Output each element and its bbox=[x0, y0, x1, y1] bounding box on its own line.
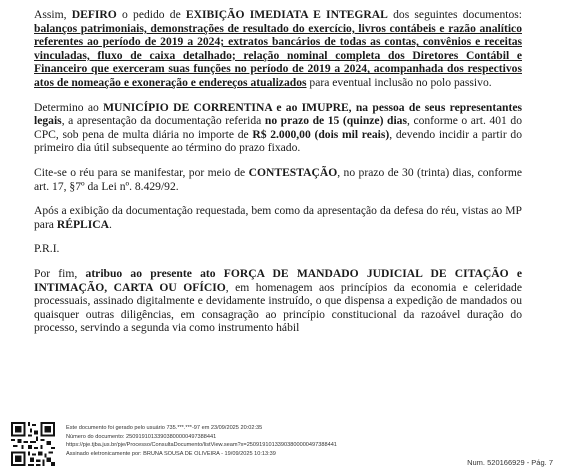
text-run: Assim, bbox=[34, 8, 72, 21]
bold-run: DEFIRO bbox=[71, 8, 117, 21]
document-number-line: Número do documento: 25091910133903800000497388441 bbox=[66, 433, 217, 440]
text-run: o pedido de bbox=[116, 8, 186, 21]
text-run: , a apresentação da documentação referida bbox=[61, 114, 265, 128]
paragraph-cite-se bbox=[34, 166, 522, 193]
paragraph-pri bbox=[34, 242, 522, 256]
paragraph-por-fim bbox=[34, 267, 522, 335]
text-run: , devendo incidir a partir do primeiro dia útil subsequente ao término do prazo fixado. bbox=[34, 127, 522, 155]
paragraph-determino bbox=[34, 101, 522, 155]
bold-run: RÉPLICA bbox=[56, 217, 110, 231]
text-run: P.R.I. bbox=[34, 242, 60, 256]
text-run: Por fim, bbox=[34, 266, 86, 280]
document-footer bbox=[0, 416, 565, 475]
page-number: Num. 520166929 - Pág. 7 bbox=[467, 458, 553, 467]
paragraph-apos bbox=[34, 204, 522, 231]
text-run: Determino ao bbox=[34, 100, 104, 114]
document-body bbox=[34, 8, 522, 346]
verification-url-link[interactable]: https://pje.tjba.jus.br/pje/Processo/ConsultaDocumento/listView.seam?x=25091910133903800000497388441 bbox=[66, 442, 337, 449]
bold-run: CONTESTAÇÃO bbox=[248, 165, 338, 179]
generated-by-line: Este documento foi gerado pelo usuário 735.***.***-97 em 23/09/2025 20:02:35 bbox=[66, 425, 263, 431]
text-run: . bbox=[109, 217, 112, 231]
text-run: , em homenagem aos princípios da economia e celeridade processuais, assinado digitalmente e devidamente instruído, o que dispensa a expedição de mandados ou quaisquer outras diligências, em consagração ao princípio constitucional da razoável duração do processo, servindo a segunda via como instrumento hábil bbox=[34, 280, 522, 335]
text-run: , no prazo de 30 (trinta) dias, conforme art. 17, §7º da Lei nº. 8.429/92. bbox=[34, 165, 523, 193]
qr-code-icon bbox=[11, 422, 55, 466]
bold-run: MUNICÍPIO DE CORRENTINA bbox=[103, 100, 273, 114]
bold-run: no prazo de 15 (quinze) dias bbox=[264, 114, 407, 128]
text-run: para eventual inclusão no polo passivo. bbox=[306, 75, 492, 89]
bold-run: atribuo ao presente ato bbox=[85, 266, 216, 280]
paragraph-defiro bbox=[34, 8, 522, 90]
bold-underlined-run: balanços patrimoniais, demonstrações de resultado do exercício, livros contábeis e razão analítico referentes ao período de 2019 a 2024; extratos bancários de todas as contas, convênios e receitas vinculadas, fluxo de caixa detalhado; relação nominal completa dos Diretores Contábil e Financeiro que exerceram suas funções no período de 2019 a 2024, acompanhada dos respectivos atos de nomeação e exoneração e endereços atualizados bbox=[34, 21, 522, 89]
bold-run: e ao bbox=[272, 100, 302, 114]
bold-run: EXIBIÇÃO IMEDIATA E INTEGRAL bbox=[185, 8, 388, 21]
bold-run: FORÇA DE MANDADO JUDICIAL DE CITAÇÃO e INTIMAÇÃO, CARTA OU OFÍCIO bbox=[34, 266, 522, 294]
text-run: Após a exibição da documentação requestada, bem como da apresentação da defesa do réu, vistas ao MP para bbox=[34, 204, 522, 231]
text-run: , conforme o art. 401 do CPC, sob pena de multa diária no importe de bbox=[34, 114, 522, 141]
text-run: Cite-se o réu para se manifestar, por meio de bbox=[34, 165, 249, 179]
signed-by-line: Assinado eletronicamente por: BRUNA SOUSA DE OLIVEIRA - 19/09/2025 10:13:39 bbox=[66, 450, 276, 457]
bold-run: IMUPRE bbox=[301, 100, 349, 114]
bold-run: , bbox=[348, 100, 356, 114]
bold-run: R$ 2.000,00 (dois mil reais) bbox=[252, 127, 390, 141]
text-run: dos seguintes documentos: bbox=[387, 8, 522, 21]
bold-run: na pessoa de seus representantes legais bbox=[34, 100, 522, 128]
signature-metadata bbox=[66, 424, 396, 458]
